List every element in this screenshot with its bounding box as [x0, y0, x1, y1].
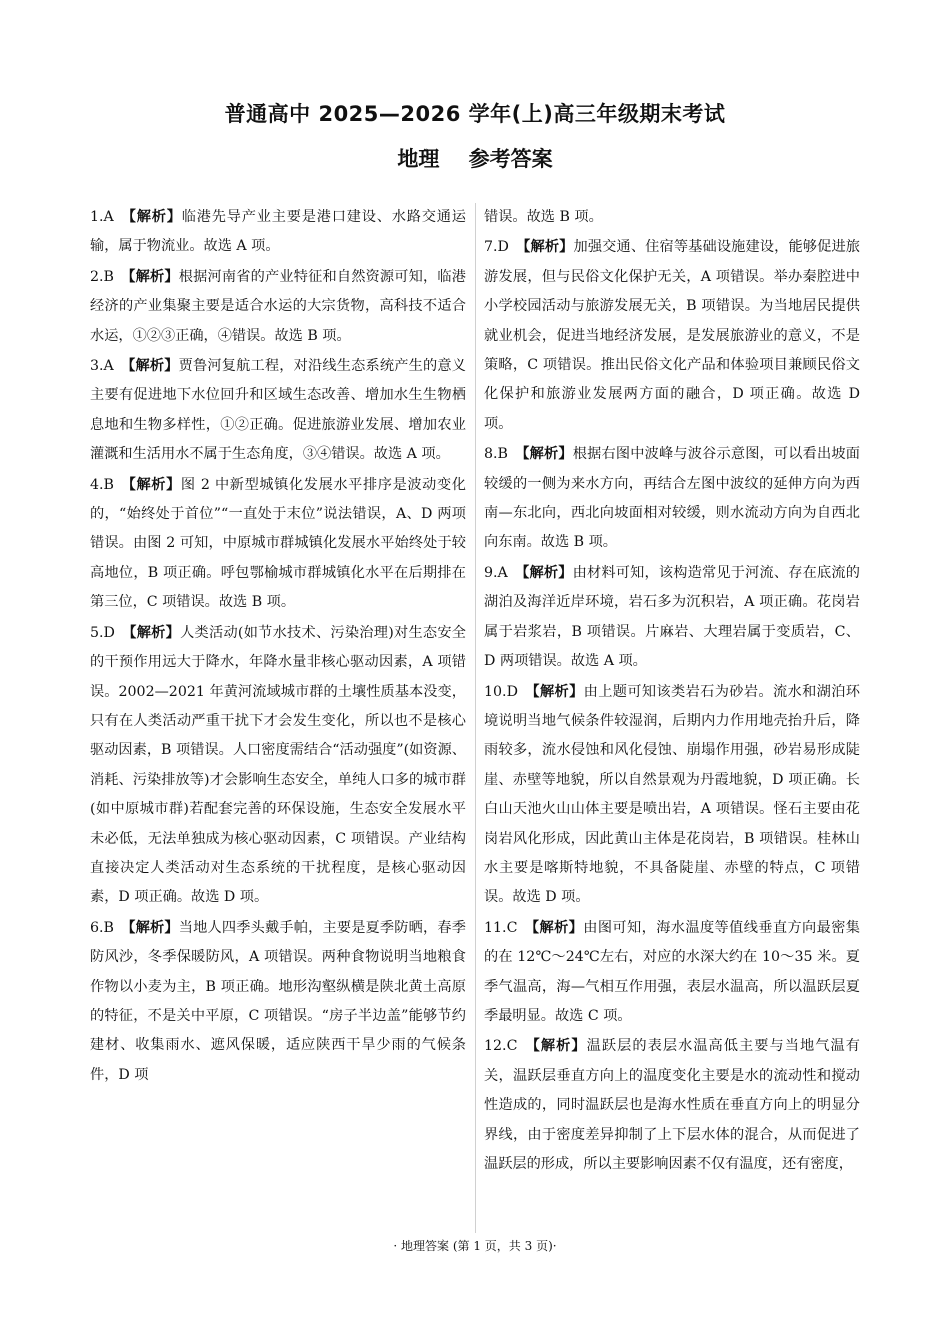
analysis-tag: 【解析】 — [121, 919, 179, 936]
answer-column-left — [90, 203, 466, 1091]
analysis-tag: 【解析】 — [514, 564, 573, 581]
answer-item — [484, 440, 860, 558]
answer-text: 加强交通、住宿等基础设施建设，能够促进旅游发展，但与民俗文化保护无关，A 项错误。举办秦腔进中小学校园活动与旅游发展无关，B 项错误。为当地居民提供就业机会，促进当地经济发展，是发展旅游业的意义，不是策略，C 项错误。推出民俗文化产品和体验项目兼顾民俗文化保护和旅游业发展两方面的融合，D 项正确。故选 D 项。 — [484, 239, 860, 432]
answer-number: 6.B — [90, 919, 114, 936]
answer-item — [484, 559, 860, 677]
answer-number: 9.A — [484, 564, 508, 581]
analysis-tag: 【解析】 — [524, 919, 584, 936]
analysis-tag: 【解析】 — [525, 683, 584, 700]
analysis-tag: 【解析】 — [121, 268, 179, 285]
answer-number: 2.B — [90, 268, 114, 285]
page-subtitle: 地理 参考答案 — [397, 147, 553, 171]
answer-number: 3.A — [90, 358, 114, 375]
answer-number: 1.A — [90, 209, 114, 225]
answer-text: 人类活动(如节水技术、污染治理)对生态安全的干预作用远大于降水，年降水量非核心驱动因素，A 项错误。2002—2021 年黄河流域城市群的土壤性质基本没变，只有在人类活动严重干扰下才会发生变化，所以也不是核心驱动因素，B 项错误。人口密度需结合“活动强度”(如资源、消耗、污染排放等)才会影响生态安全，单纯人口多的城市群(如中原城市群)若配套完善的环保设施，生态安全发展水平未必低，无法单独成为核心驱动因素，C 项错误。产业结构直接决定人类活动对生态系统的干扰程度，是核心驱动因素，D 项正确。故选 D 项。 — [90, 624, 466, 906]
answer-number: 7.D — [484, 239, 509, 256]
page-footer: · 地理答案 (第 1 页，共 3 页)· — [393, 1239, 557, 1253]
analysis-tag: 【解析】 — [515, 446, 573, 463]
answer-number: 12.C — [484, 1038, 518, 1055]
answer-item — [484, 1032, 860, 1179]
answer-item — [484, 914, 860, 1032]
answer-item — [90, 471, 466, 618]
analysis-tag: 【解析】 — [516, 239, 574, 256]
answer-item — [90, 203, 466, 262]
answer-number: 11.C — [484, 919, 518, 936]
answer-text: 图 2 中新型城镇化发展水平排序是波动变化的，“始终处于首位”“一直处于末位”说法错误，A、D 两项错误。由图 2 可知，中原城市群城镇化发展水平始终处于较高地位，B 项正确。呼包鄂榆城市群城镇化水平在后期排在第三位，C 项错误。故选 B 项。 — [90, 476, 466, 611]
answer-item — [90, 263, 466, 351]
analysis-tag: 【解析】 — [524, 1038, 587, 1055]
answer-number: 5.D — [90, 624, 115, 641]
answer-text: 由图可知，海水温度等值线垂直方向最密集的在 12℃～24℃左右，对应的水深大约在 10～35 米。夏季气温高，海—气相互作用强，表层水温高，所以温跃层夏季最明显。故选 C 项。 — [484, 919, 860, 1024]
answer-number: 4.B — [90, 476, 114, 493]
answer-text: 根据河南省的产业特征和自然资源可知，临港经济的产业集聚主要是适合水运的大宗货物，高科技不适合水运，①②③正确，④错误。故选 B 项。 — [90, 268, 466, 344]
answer-text: 根据右图中波峰与波谷示意图，可以看出坡面较缓的一侧为来水方向，再结合左图中波纹的延伸方向为西南—东北向，西北向坡面相对较缓，则水流动方向为自西北向东南。故选 B 项。 — [484, 446, 860, 551]
answer-number: 8.B — [484, 446, 508, 463]
answer-text: 贾鲁河复航工程，对沿线生态系统产生的意义主要有促进地下水位回升和区域生态改善、增加水生生物栖息地和生物多样性，①②正确。促进旅游业发展、增加农业灌溉和生活用水不属于生态角度，③④错误。故选 A 项。 — [90, 358, 466, 463]
answer-item — [90, 914, 466, 1090]
answer-text: 当地人四季头戴手帕，主要是夏季防晒，春季防风沙，冬季保暖防风，A 项错误。两种食物说明当地粮食作物以小麦为主，B 项正确。地形沟壑纵横是陕北黄土高原的特征，不是关中平原，C 项错误。“房子半边盖”能够节约建材、收集雨水、遮风保暖，适应陕西干旱少雨的气候条件，D 项 — [90, 919, 466, 1083]
column-divider — [475, 203, 476, 1233]
answer-item — [90, 619, 466, 913]
answer-text: 临港先导产业主要是港口建设、水路交通运输，属于物流业。故选 A 项。 — [90, 209, 466, 255]
answer-text: 错误。故选 B 项。 — [484, 209, 603, 225]
answer-text: 由材料可知，该构造常见于河流、存在底流的湖泊及海洋近岸环境，岩石多为沉积岩，A 项正确。花岗岩属于岩浆岩，B 项错误。片麻岩、大理岩属于变质岩，C、D 两项错误。故选 A 项。 — [484, 564, 860, 670]
answer-item — [484, 678, 860, 913]
answer-column-right — [484, 203, 860, 1180]
analysis-tag: 【解析】 — [120, 209, 182, 225]
analysis-tag: 【解析】 — [122, 624, 181, 641]
answer-number: 10.D — [484, 683, 518, 700]
answer-item — [90, 352, 466, 470]
answer-text: 由上题可知该类岩石为砂岩。流水和湖泊环境说明当地气候条件较湿润，后期内力作用地壳抬升后，降雨较多，流水侵蚀和风化侵蚀、崩塌作用强，砂岩易形成陡崖、赤壁等地貌，所以自然景观为丹霞地貌，D 项正确。长白山天池火山山体主要是喷出岩，A 项错误。怪石主要由花岗岩风化形成，因此黄山主体是花岗岩，B 项错误。桂林山水主要是喀斯特地貌，不具备陡崖、赤壁的特点，C 项错误。故选 D 项。 — [484, 683, 860, 906]
page-title: 普通高中 2025—2026 学年(上)高三年级期末考试 — [224, 102, 726, 126]
answer-text: 温跃层的表层水温高低主要与当地气温有关，温跃层垂直方向上的温度变化主要是水的流动性和搅动性造成的，同时温跃层也是海水性质在垂直方向上的明显分界线，由于密度差异抑制了上下层水体的混合，从而促进了温跃层的形成，所以主要影响因素不仅有温度，还有密度， — [484, 1038, 860, 1172]
answer-item — [484, 203, 860, 232]
analysis-tag: 【解析】 — [121, 476, 181, 493]
answer-item — [484, 233, 860, 439]
analysis-tag: 【解析】 — [120, 358, 179, 375]
